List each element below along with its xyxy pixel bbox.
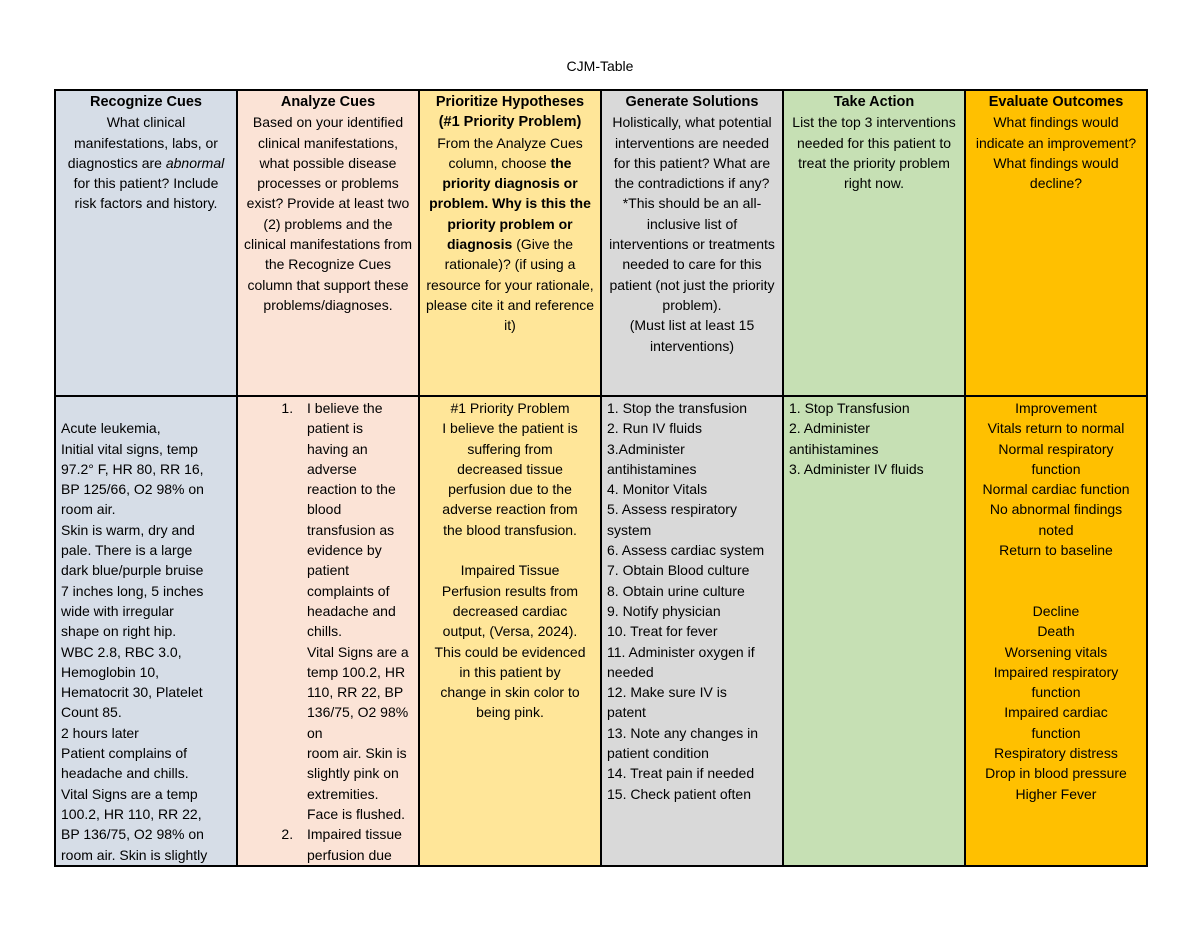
- header-generate-solutions: [601, 90, 783, 396]
- take-action-prompt: List the top 3 interventions needed for this patient to treat the priority problem right now.: [792, 114, 956, 192]
- improvement-finding: Return to baseline: [999, 542, 1113, 559]
- analyze-problem-line: 136/75, O2 98%: [307, 704, 409, 721]
- recognize-cues-prompt-1: What clinical manifestations, labs, or diagnostics are: [67, 114, 218, 171]
- analyze-problem-line: having an: [307, 440, 368, 457]
- priority-rationale-line: change in skin color to: [440, 684, 580, 701]
- recognize-cue-line: 7 inches long, 5 inches: [61, 582, 204, 599]
- intervention-item: 10. Treat for fever: [607, 623, 718, 640]
- priority-rationale-line: in this patient by: [459, 663, 561, 680]
- improvement-finding: Vitals return to normal: [987, 420, 1125, 437]
- intervention-item: 15. Check patient often: [607, 785, 751, 802]
- intervention-item: 4. Monitor Vitals: [607, 481, 708, 498]
- header-prioritize-hypotheses: [419, 90, 601, 396]
- intervention-item: needed: [607, 663, 654, 680]
- intervention-item: 2. Run IV fluids: [607, 420, 702, 437]
- recognize-cues-title: Recognize Cues: [90, 94, 202, 110]
- decline-finding: Decline: [1032, 602, 1080, 619]
- recognize-cue-line: headache and chills.: [61, 765, 189, 782]
- analyze-problem-line: on: [307, 724, 323, 741]
- priority-rationale-line: This could be evidenced: [434, 643, 586, 660]
- evaluate-prompt-2: What findings would decline?: [993, 154, 1119, 192]
- decline-finding: Impaired respiratory: [993, 663, 1119, 680]
- intervention-item: 7. Obtain Blood culture: [607, 562, 750, 579]
- recognize-cue-line: Hemoglobin 10,: [61, 663, 160, 680]
- prioritize-prompt-bold: the priority diagnosis or problem. Why is this the priority problem or diagnosis: [429, 154, 591, 253]
- intervention-item: 9. Notify physician: [607, 602, 721, 619]
- analyze-problem-item: [297, 398, 413, 824]
- analyze-problem-line: adverse: [307, 460, 357, 477]
- header-analyze-cues: [237, 90, 419, 396]
- priority-statement-line: perfusion due to the: [448, 481, 572, 498]
- top-intervention-item: antihistamines: [789, 440, 879, 457]
- decline-finding: Death: [1037, 623, 1075, 640]
- improvement-finding: noted: [1038, 521, 1074, 538]
- intervention-item: 11. Administer oxygen if: [607, 643, 755, 660]
- intervention-item: 14. Treat pain if needed: [607, 765, 755, 782]
- interventions-list: [607, 398, 777, 804]
- analyze-problem-line: room air. Skin is: [307, 745, 407, 762]
- recognize-cues-lines: [61, 418, 231, 865]
- recognize-cue-line: Patient complains of: [61, 745, 188, 762]
- priority-rationale-line: output, (Versa, 2024).: [442, 623, 578, 640]
- prioritize-hypotheses-subtitle: (#1 Priority Problem): [438, 114, 582, 131]
- recognize-cue-line: wide with irregular: [61, 602, 174, 619]
- recognize-cue-line: BP 136/75, O2 98% on: [61, 826, 204, 843]
- intervention-item: antihistamines: [607, 460, 697, 477]
- recognize-cue-line: room air.: [61, 501, 116, 518]
- top-intervention-item: 1. Stop Transfusion: [789, 400, 910, 416]
- recognize-cue-line: WBC 2.8, RBC 3.0,: [61, 643, 182, 660]
- analyze-problem-line: extremities.: [307, 785, 379, 802]
- analyze-problem-line: headache and: [307, 602, 396, 619]
- analyze-problem-line: slightly pink on: [307, 765, 399, 782]
- recognize-cues-prompt-2: for this patient? Include risk factors and history.: [73, 175, 219, 212]
- recognize-cues-content: [55, 396, 237, 866]
- decline-finding: Impaired cardiac: [1004, 704, 1108, 721]
- recognize-cue-line: Acute leukemia,: [61, 420, 161, 437]
- analyze-problem-line: 2. Impaired tissue: [307, 826, 402, 843]
- recognize-cue-line: room air. Skin is slightly: [61, 846, 208, 863]
- improvement-finding: Normal cardiac function: [982, 481, 1130, 498]
- recognize-cues-prompt-em: abnormal: [165, 154, 225, 171]
- priority-statement-line: decreased tissue: [457, 460, 563, 477]
- recognize-cue-line: pale. There is a large: [61, 542, 193, 559]
- analyze-problem-line: 1. I believe the: [307, 400, 383, 416]
- take-action-content: [783, 396, 965, 866]
- improvement-finding: Normal respiratory: [998, 440, 1114, 457]
- top-interventions-list: [789, 398, 959, 479]
- recognize-cue-line: Count 85.: [61, 704, 122, 721]
- analyze-problem-line: blood: [307, 501, 342, 518]
- recognize-cue-line: shape on right hip.: [61, 623, 177, 640]
- analyze-problem-line: patient: [307, 562, 350, 579]
- analyze-problem-line: complaints of: [307, 582, 390, 599]
- decline-finding: function: [1031, 724, 1081, 741]
- priority-statement-line: adverse reaction from: [442, 501, 578, 518]
- priority-rationale-line: Perfusion results from: [441, 582, 579, 599]
- analyze-cues-content: [237, 396, 419, 866]
- generate-prompt-2: *This should be an all-inclusive list of interventions or treatments needed to care for this patient (not just the priority problem).: [609, 195, 775, 313]
- decline-finding: Higher Fever: [1015, 785, 1097, 802]
- analyze-problem-line: Face is flushed.: [307, 805, 406, 822]
- improvement-finding: No abnormal findings: [989, 501, 1123, 518]
- intervention-item: 12. Make sure IV is: [607, 684, 727, 701]
- decline-findings: [971, 601, 1141, 804]
- prioritize-prompt-1: From the Analyze Cues column, choose: [437, 134, 583, 171]
- priority-problem-rationale: [425, 560, 595, 722]
- header-take-action: [783, 90, 965, 396]
- analyze-problem-line: evidence by: [307, 542, 382, 559]
- recognize-cue-line: Hematocrit 30, Platelet: [61, 684, 203, 701]
- spacer: [971, 581, 1141, 601]
- intervention-item: patient condition: [607, 745, 709, 762]
- priority-statement-line: #1 Priority Problem: [450, 400, 570, 416]
- generate-prompt-1: Holistically, what potential interventions are needed for this patient? What are the contradictions if any?: [612, 114, 772, 192]
- decline-finding: function: [1031, 684, 1081, 701]
- prioritize-hypotheses-title: Prioritize Hypotheses: [435, 94, 585, 110]
- recognize-cue-line: dark blue/purple bruise: [61, 562, 204, 579]
- intervention-item: 1. Stop the transfusion: [607, 400, 748, 416]
- recognize-cue-line: 2 hours later: [61, 724, 139, 741]
- content-row: [55, 396, 1147, 866]
- analyze-problem-line: Vital Signs are a: [307, 643, 409, 660]
- analyze-cues-list: [243, 398, 413, 865]
- header-recognize-cues: [55, 90, 237, 396]
- recognize-cue-line: 97.2° F, HR 80, RR 16,: [61, 460, 204, 477]
- page-title: CJM-Table: [566, 58, 634, 74]
- priority-statement-line: the blood transfusion.: [443, 521, 577, 538]
- recognize-cue-line: BP 125/66, O2 98% on: [61, 481, 204, 498]
- improvement-finding: Improvement: [1015, 400, 1097, 416]
- spacer: [425, 540, 595, 560]
- generate-solutions-title: Generate Solutions: [625, 94, 759, 110]
- spacer: [61, 398, 231, 418]
- take-action-title: Take Action: [833, 94, 915, 110]
- priority-statement-line: I believe the patient is: [442, 420, 578, 437]
- intervention-item: 3.Administer: [607, 440, 685, 457]
- cjm-table: [54, 89, 1148, 867]
- decline-finding: Drop in blood pressure: [985, 765, 1127, 782]
- evaluate-outcomes-content: [965, 396, 1147, 866]
- priority-problem-statement: [425, 398, 595, 540]
- analyze-problem-item: [297, 824, 413, 865]
- generate-prompt-3: (Must list at least 15 interventions): [629, 317, 755, 354]
- analyze-cues-prompt: Based on your identified clinical manifestations, what possible disease processes or problems exist? Provide at least two (2) problems and the clinical manifestations from the Recognize Cues column that support these problems/diagnoses.: [243, 114, 413, 313]
- intervention-item: 8. Obtain urine culture: [607, 582, 745, 599]
- intervention-item: system: [607, 521, 652, 538]
- header-row: [55, 90, 1147, 396]
- recognize-cue-line: 100.2, HR 110, RR 22,: [61, 805, 202, 822]
- prioritize-prompt-2: (Give the rationale)? (if using a resource for your rationale, please cite it and reference it): [425, 236, 595, 334]
- prioritize-content: [419, 396, 601, 866]
- analyze-problem-line: patient is: [307, 420, 364, 437]
- analyze-problem-line: reaction to the: [307, 481, 396, 498]
- analyze-cues-title: Analyze Cues: [280, 94, 376, 110]
- priority-rationale-line: decreased cardiac: [452, 602, 568, 619]
- analyze-problem-line: 110, RR 22, BP: [307, 684, 404, 701]
- top-intervention-item: 2. Administer: [789, 420, 870, 437]
- analyze-problem-line: temp 100.2, HR: [307, 663, 406, 680]
- evaluate-outcomes-title: Evaluate Outcomes: [988, 94, 1124, 110]
- evaluate-prompt-1: What findings would indicate an improvement?: [975, 114, 1137, 151]
- priority-rationale-line: Impaired Tissue: [460, 562, 560, 579]
- priority-rationale-line: being pink.: [476, 704, 544, 721]
- analyze-problem-line: perfusion due: [307, 846, 392, 863]
- decline-finding: Worsening vitals: [1004, 643, 1108, 660]
- analyze-problem-line: transfusion as: [307, 521, 395, 538]
- intervention-item: patent: [607, 704, 646, 721]
- improvement-finding: function: [1031, 460, 1081, 477]
- intervention-item: 5. Assess respiratory: [607, 501, 737, 518]
- generate-solutions-content: [601, 396, 783, 866]
- intervention-item: 13. Note any changes in: [607, 724, 758, 741]
- header-evaluate-outcomes: [965, 90, 1147, 396]
- recognize-cue-line: Vital Signs are a temp: [61, 785, 198, 802]
- improvement-findings: [971, 398, 1141, 560]
- intervention-item: 6. Assess cardiac system: [607, 542, 765, 559]
- analyze-problem-line: chills.: [307, 623, 343, 640]
- priority-statement-line: suffering from: [467, 440, 553, 457]
- decline-finding: Respiratory distress: [994, 745, 1118, 762]
- spacer: [971, 560, 1141, 580]
- recognize-cue-line: Skin is warm, dry and: [61, 521, 195, 538]
- recognize-cue-line: Initial vital signs, temp: [61, 440, 198, 457]
- top-intervention-item: 3. Administer IV fluids: [789, 460, 924, 477]
